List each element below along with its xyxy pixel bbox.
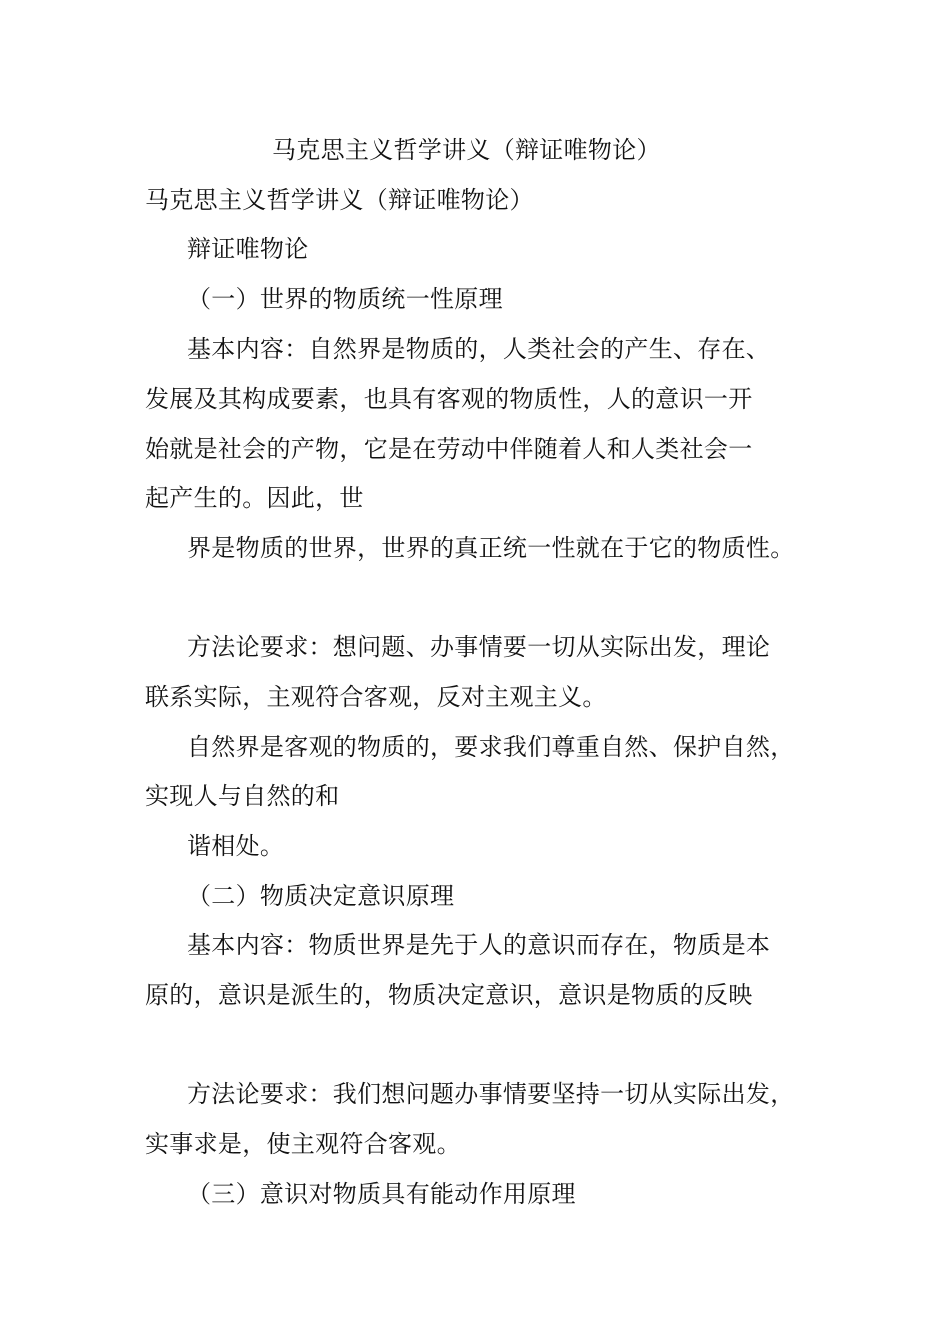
paragraph-line: 基本内容：物质世界是先于人的意识而存在，物质是本 (187, 931, 771, 959)
paragraph-line: 始就是社会的产物，它是在劳动中伴随着人和人类社会一 (145, 435, 753, 463)
document-title: 马克思主义哲学讲义（辩证唯物论） (272, 136, 661, 164)
paragraph-line: 谐相处。 (187, 832, 285, 860)
paragraph-line: 方法论要求：想问题、办事情要一切从实际出发，理论 (187, 633, 771, 661)
paragraph-line: 发展及其构成要素，也具有客观的物质性，人的意识一开 (145, 385, 753, 413)
paragraph-line: 方法论要求：我们想问题办事情要坚持一切从实际出发， (187, 1080, 795, 1108)
paragraph-line: 界是物质的世界，世界的真正统一性就在于它的物质性。 (187, 534, 795, 562)
subsection-heading-3: （三）意识对物质具有能动作用原理 (187, 1180, 576, 1208)
paragraph-line: 基本内容：自然界是物质的，人类社会的产生、存在、 (187, 335, 771, 363)
paragraph-line: 自然界是客观的物质的，要求我们尊重自然、保护自然， (187, 733, 795, 761)
section-heading: 辩证唯物论 (187, 235, 309, 263)
paragraph-line: 实现人与自然的和 (145, 782, 340, 810)
paragraph-line: 起产生的。因此，世 (145, 484, 364, 512)
heading-repeat: 马克思主义哲学讲义（辩证唯物论） (145, 186, 534, 214)
paragraph-line: 实事求是，使主观符合客观。 (145, 1130, 461, 1158)
subsection-heading-2: （二）物质决定意识原理 (187, 882, 455, 910)
paragraph-line: 原的，意识是派生的，物质决定意识，意识是物质的反映 (145, 981, 753, 1009)
paragraph-line: 联系实际，主观符合客观，反对主观主义。 (145, 683, 607, 711)
subsection-heading-1: （一）世界的物质统一性原理 (187, 285, 503, 313)
